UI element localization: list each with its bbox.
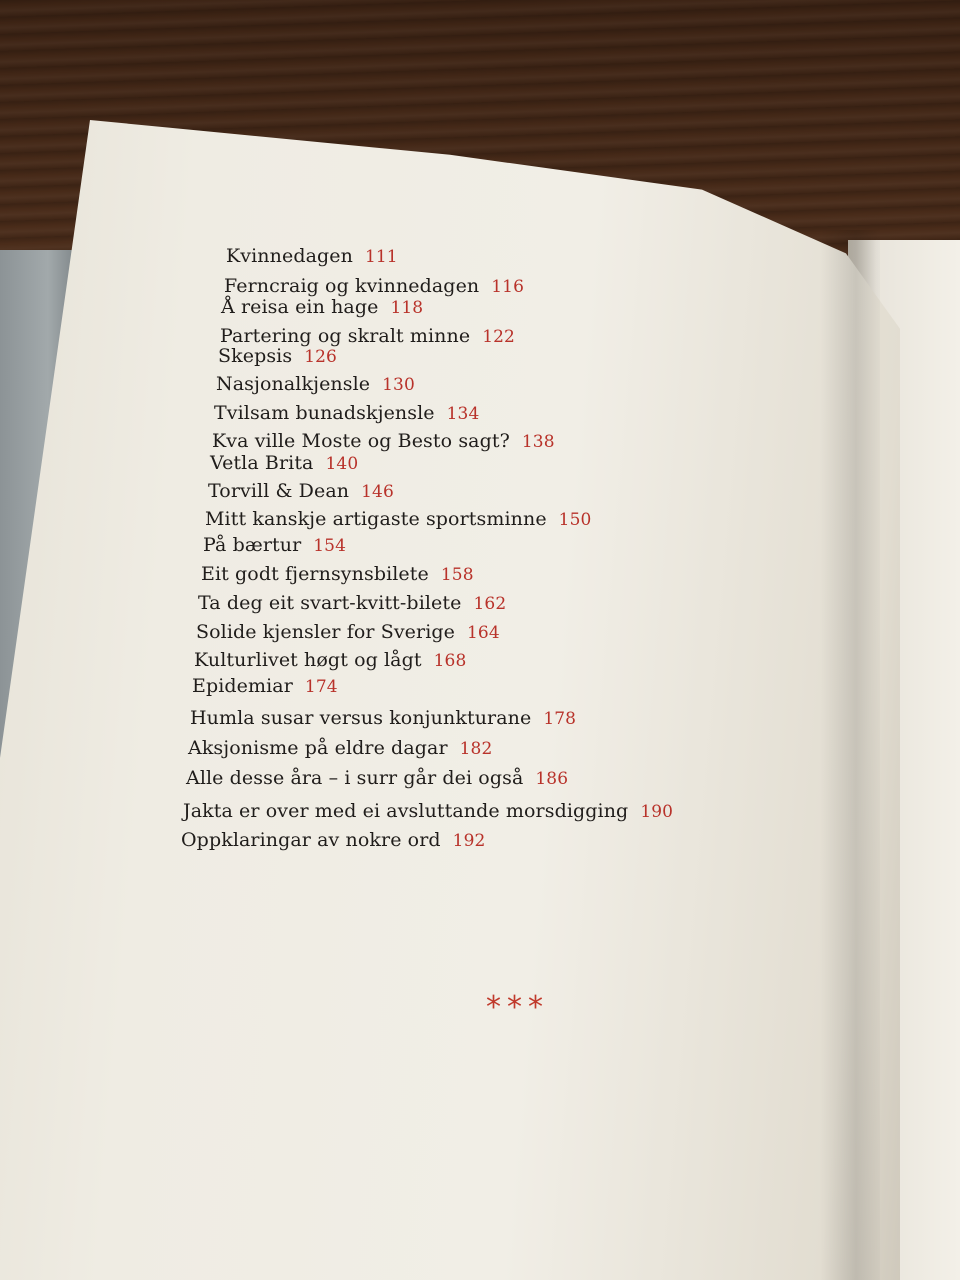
- toc-entry-page: 182: [459, 739, 493, 759]
- toc-entry: [208, 480, 394, 502]
- toc-entry-title: Jakta er over med ei avsluttande morsdigging: [183, 800, 629, 822]
- toc-entry-page: 150: [558, 510, 592, 530]
- toc-entry: [192, 675, 338, 697]
- toc-entry-title: Kva ville Moste og Besto sagt?: [212, 430, 510, 452]
- toc-entry: [196, 621, 500, 643]
- toc-entry-title: Skepsis: [218, 345, 293, 367]
- toc-entry-title: Vetla Brita: [210, 452, 314, 474]
- toc-entry-page: 126: [304, 347, 337, 367]
- toc-entry-title: Kulturlivet høgt og lågt: [194, 649, 422, 671]
- toc-entry: [183, 800, 673, 822]
- toc-entry-page: 192: [452, 831, 486, 851]
- toc-entry: [186, 767, 568, 789]
- toc-entry-title: Tvilsam bunadskjensle: [214, 402, 435, 424]
- toc-entry-page: 168: [433, 651, 467, 671]
- toc-entry-page: 122: [482, 327, 515, 347]
- toc-entry-page: 190: [640, 802, 674, 822]
- toc-entry: [205, 508, 591, 530]
- toc-entry-title: Partering og skralt minne: [220, 325, 471, 347]
- toc-entry: [218, 345, 337, 367]
- toc-entry-page: 138: [521, 432, 555, 452]
- toc-entry-page: 162: [473, 594, 507, 614]
- toc-entry-page: 174: [304, 677, 338, 697]
- toc-entry: [181, 829, 485, 851]
- toc-entry-page: 140: [325, 454, 359, 474]
- toc-entry-title: Alle desse åra – i surr går dei også: [186, 767, 524, 789]
- toc-entry: [220, 325, 515, 347]
- toc-entry: [194, 649, 466, 671]
- toc-entry-title: Torvill & Dean: [208, 480, 350, 502]
- toc-entry: [201, 563, 474, 585]
- toc-entry-title: Solide kjensler for Sverige: [196, 621, 455, 643]
- toc-entry-page: 164: [467, 623, 500, 643]
- toc-entry-page: 130: [382, 375, 415, 395]
- toc-entry-page: 111: [364, 247, 398, 267]
- toc-entry: [188, 737, 492, 759]
- toc-entry: [224, 275, 524, 297]
- toc-entry: [212, 430, 555, 452]
- toc-entry: [210, 452, 358, 474]
- toc-entry-title: Nasjonalkjensle: [216, 373, 371, 395]
- toc-entry-title: Eit godt fjernsynsbilete: [201, 563, 429, 585]
- toc-entry: [226, 245, 398, 267]
- toc-entry-page: 158: [440, 565, 474, 585]
- toc-entry-title: Mitt kanskje artigaste sportsminne: [205, 508, 547, 530]
- toc-entry: [198, 592, 506, 614]
- toc-entry-page: 116: [491, 277, 525, 297]
- toc-entry-title: Å reisa ein hage: [221, 296, 379, 318]
- asterism-ornament: ***: [486, 990, 549, 1025]
- toc-entry-page: 186: [535, 769, 569, 789]
- toc-entry: [221, 296, 423, 318]
- toc-entry-title: Humla susar versus konjunkturane: [190, 707, 532, 729]
- toc-entry-title: På bærtur: [203, 534, 302, 556]
- toc-entry: [216, 373, 415, 395]
- toc-entry: [214, 402, 479, 424]
- toc-entry-page: 154: [313, 536, 347, 556]
- toc-entry-title: Epidemiar: [192, 675, 293, 697]
- toc-entry-title: Oppklaringar av nokre ord: [181, 829, 441, 851]
- toc-entry-title: Aksjonisme på eldre dagar: [188, 737, 448, 759]
- toc-entry-page: 134: [446, 404, 480, 424]
- toc-entry-title: Ta deg eit svart-kvitt-bilete: [198, 592, 462, 614]
- toc-entry-title: Ferncraig og kvinnedagen: [224, 275, 480, 297]
- toc-entry-page: 146: [361, 482, 394, 502]
- toc-entry-page: 178: [543, 709, 577, 729]
- toc-entry: [190, 707, 576, 729]
- toc-entry: [203, 534, 346, 556]
- toc-entry-page: 118: [390, 298, 424, 318]
- toc-entry-title: Kvinnedagen: [226, 245, 353, 267]
